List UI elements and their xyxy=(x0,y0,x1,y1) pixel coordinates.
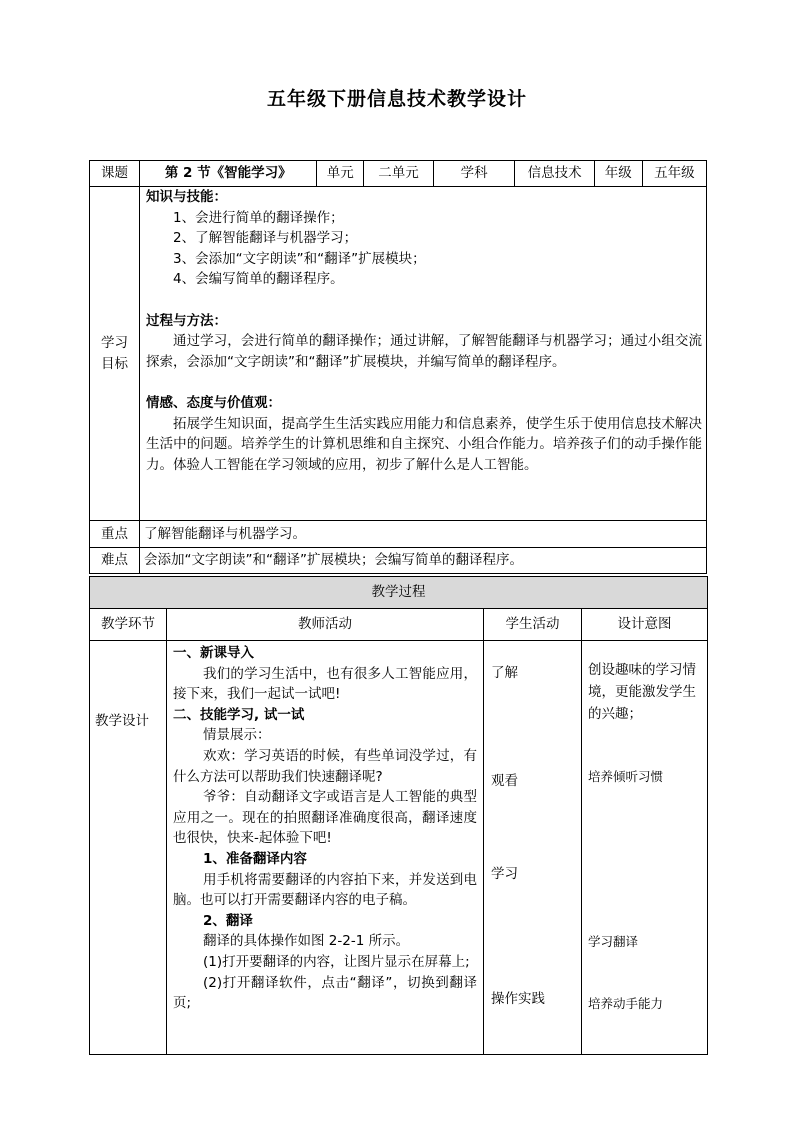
design-item: 创设趣味的学习情境，更能激发学生的兴趣； xyxy=(588,662,696,722)
student-item: 了解 xyxy=(491,665,518,681)
stage-cell xyxy=(90,641,167,1055)
teacher-paragraph: 欢欢：学习英语的时候，有些单词没学过，有什么方法可以帮助我们快速翻译呢? xyxy=(173,747,477,785)
design-item: 培养动手能力 xyxy=(588,996,664,1011)
stage-text: 教学设计 xyxy=(95,713,149,729)
student-activity xyxy=(484,641,582,1055)
goals-row xyxy=(90,187,707,521)
col-teacher: 教师活动 xyxy=(167,609,484,641)
emotion-heading: 情感、态度与价值观： xyxy=(146,394,282,411)
student-item: 观看 xyxy=(491,773,518,789)
difficult-point-label: 难点 xyxy=(90,548,140,574)
goals-label-line1: 学习 xyxy=(101,334,129,351)
grade-label: 年级 xyxy=(594,161,642,187)
col-student: 学生活动 xyxy=(484,609,582,641)
key-point-row xyxy=(90,521,707,548)
design-intent xyxy=(582,641,708,1055)
difficult-point-text: 会添加“文字朗读”和“翻译”扩展模块；会编写简单的翻译程序。 xyxy=(140,548,707,574)
section-heading: 二、技能学习, 试一试 xyxy=(173,706,305,723)
goals-label xyxy=(90,187,140,521)
unit-label: 单元 xyxy=(317,161,364,187)
subject-label: 学科 xyxy=(433,161,515,187)
teacher-paragraph: (2)打开翻译软件，点击“翻译”，切换到翻译页; xyxy=(173,974,477,1012)
process-heading: 过程与方法： xyxy=(146,312,228,329)
course-label: 课题 xyxy=(90,161,140,187)
knowledge-item: 4、会编写简单的翻译程序。 xyxy=(173,271,344,288)
teacher-paragraph: 情景展示： xyxy=(203,727,271,744)
section-heading: 1、准备翻译内容 xyxy=(203,850,307,867)
teacher-activity xyxy=(167,641,484,1055)
section-heading: 一、新课导入 xyxy=(173,645,254,661)
teacher-paragraph: 我们的学习生活中，也有很多人工智能应用，接下来，我们一起试一试吧! xyxy=(173,665,477,703)
process-columns-row xyxy=(90,609,708,641)
teaching-process-table xyxy=(89,576,708,1055)
course-value: 第 2 节《智能学习》 xyxy=(140,161,317,187)
knowledge-heading: 知识与技能： xyxy=(146,189,228,205)
teacher-paragraph: (1)打开要翻译的内容，让图片显示在屏幕上; xyxy=(203,953,470,970)
lesson-info-table xyxy=(89,160,707,574)
emotion-text: 拓展学生知识面，提高学生生活实践应用能力和信息素养，使学生乐于使用信息技术解决生活中的问题。培养学生的计算机思维和自主探究、小组合作能力。培养孩子们的动手操作能力。体验人工智能在学习领域的应用，初步了解什么是人工智能。 xyxy=(146,415,702,473)
teacher-paragraph: 爷爷：自动翻译文字或语言是人工智能的典型应用之一。现在的拍照翻译准确度很高，翻译速度也很快，快来-起体验下吧! xyxy=(173,789,477,847)
key-point-label: 重点 xyxy=(90,521,140,548)
teacher-paragraph: 翻译的具体操作如图 2-2-1 所示。 xyxy=(203,933,410,950)
difficult-point-row xyxy=(90,548,707,574)
goals-content xyxy=(140,187,707,521)
process-body-row xyxy=(90,641,708,1055)
goals-label-line2: 目标 xyxy=(101,355,129,372)
page-title: 五年级下册信息技术教学设计 xyxy=(266,88,527,110)
teacher-paragraph: 用手机将需要翻译的内容拍下来，并发送到电脑。也可以打开需要翻译内容的电子稿。 xyxy=(173,871,477,909)
process-heading: 教学过程 xyxy=(90,577,708,609)
section-heading: 2、翻译 xyxy=(203,912,253,929)
student-item: 操作实践 xyxy=(491,991,545,1007)
col-stage: 教学环节 xyxy=(90,609,167,641)
student-item: 学习 xyxy=(491,866,518,882)
subject-value: 信息技术 xyxy=(515,161,594,187)
design-item: 培养倾听习惯 xyxy=(588,769,664,784)
design-item: 学习翻译 xyxy=(588,934,639,949)
col-design: 设计意图 xyxy=(582,609,708,641)
process-text: 通过学习，会进行简单的翻译操作；通过讲解，了解智能翻译与机器学习；通过小组交流探索，会添加“文字朗读”和“翻译”扩展模块，并编写简单的翻译程序。 xyxy=(146,333,702,370)
knowledge-item: 1、会进行简单的翻译操作； xyxy=(173,209,344,226)
unit-value: 二单元 xyxy=(364,161,434,187)
knowledge-item: 2、了解智能翻译与机器学习； xyxy=(173,230,358,247)
key-point-text: 了解智能翻译与机器学习。 xyxy=(140,521,707,548)
process-heading-row xyxy=(90,577,708,609)
grade-value: 五年级 xyxy=(642,161,706,187)
knowledge-item: 3、会添加“文字朗读”和“翻译”扩展模块； xyxy=(173,250,426,267)
header-row xyxy=(90,161,707,187)
